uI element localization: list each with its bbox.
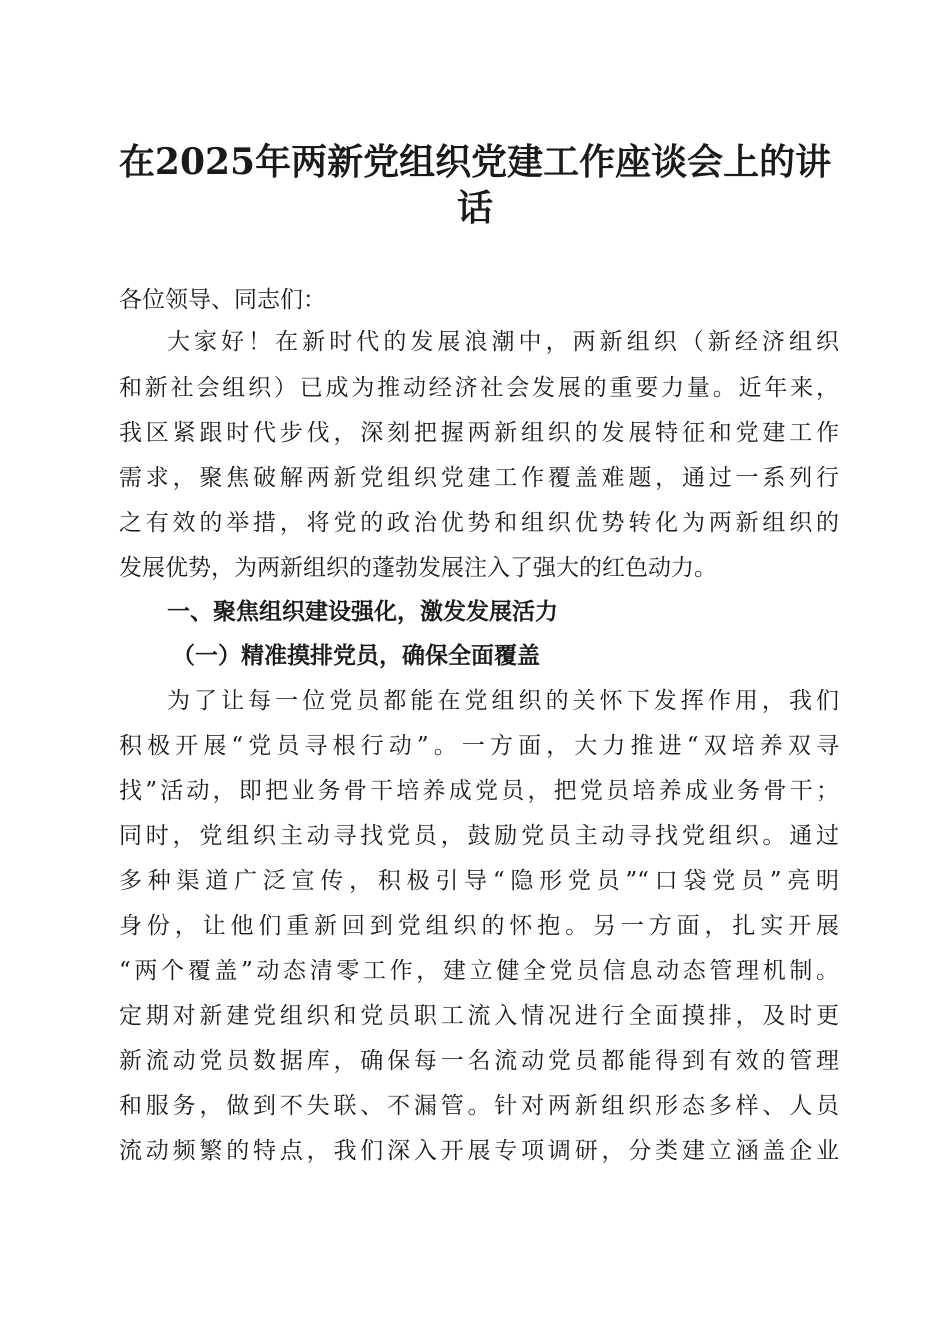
intro-line: 和新社会组织）已成为推动经济社会发展的重要力量。近年来，	[119, 375, 839, 401]
intro-line: 需求，聚焦破解两新党组织党建工作覆盖难题，通过一系列行	[119, 465, 839, 491]
body-line: “两个覆盖”动态清零工作，建立健全党员信息动态管理机制。	[119, 958, 839, 984]
document-title-line-1: 在2025年两新党组织党建工作座谈会上的讲	[118, 141, 832, 183]
body-line: 定期对新建党组织和党员职工流入情况进行全面摸排，及时更	[119, 1003, 839, 1029]
subsection-heading-1: （一）精准摸排党员，确保全面覆盖	[172, 642, 540, 669]
body-line: 新流动党员数据库，确保每一名流动党员都能得到有效的管理	[119, 1048, 839, 1074]
body-line: 和服务，做到不失联、不漏管。针对两新组织形态多样、人员	[119, 1093, 839, 1119]
document-title-line-2: 话	[456, 187, 493, 229]
body-line: 流动频繁的特点，我们深入开展专项调研，分类建立涵盖企业	[119, 1138, 839, 1164]
body-line: 为了让每一位党员都能在党组织的关怀下发挥作用，我们	[167, 688, 839, 714]
intro-line: 大家好！在新时代的发展浪潮中，两新组织（新经济组织	[167, 329, 839, 355]
intro-line: 发展优势，为两新组织的蓬勃发展注入了强大的红色动力。	[119, 555, 717, 581]
salutation: 各位领导、同志们：	[119, 287, 326, 313]
intro-line: 我区紧跟时代步伐，深刻把握两新组织的发展特征和党建工作	[119, 420, 839, 446]
body-line: 积极开展“党员寻根行动”。一方面，大力推进“双培养双寻	[119, 733, 839, 759]
section-heading-1: 一、聚焦组织建设强化，激发发展活力	[167, 599, 558, 625]
body-line: 找”活动，即把业务骨干培养成党员，把党员培养成业务骨干；	[119, 778, 839, 804]
body-line: 多种渠道广泛宣传，积极引导“隐形党员”“口袋党员”亮明	[119, 868, 839, 894]
intro-line: 之有效的举措，将党的政治优势和组织优势转化为两新组织的	[119, 510, 839, 536]
body-line: 身份，让他们重新回到党组织的怀抱。另一方面，扎实开展	[119, 913, 839, 939]
body-line: 同时，党组织主动寻找党员，鼓励党员主动寻找党组织。通过	[119, 823, 839, 849]
